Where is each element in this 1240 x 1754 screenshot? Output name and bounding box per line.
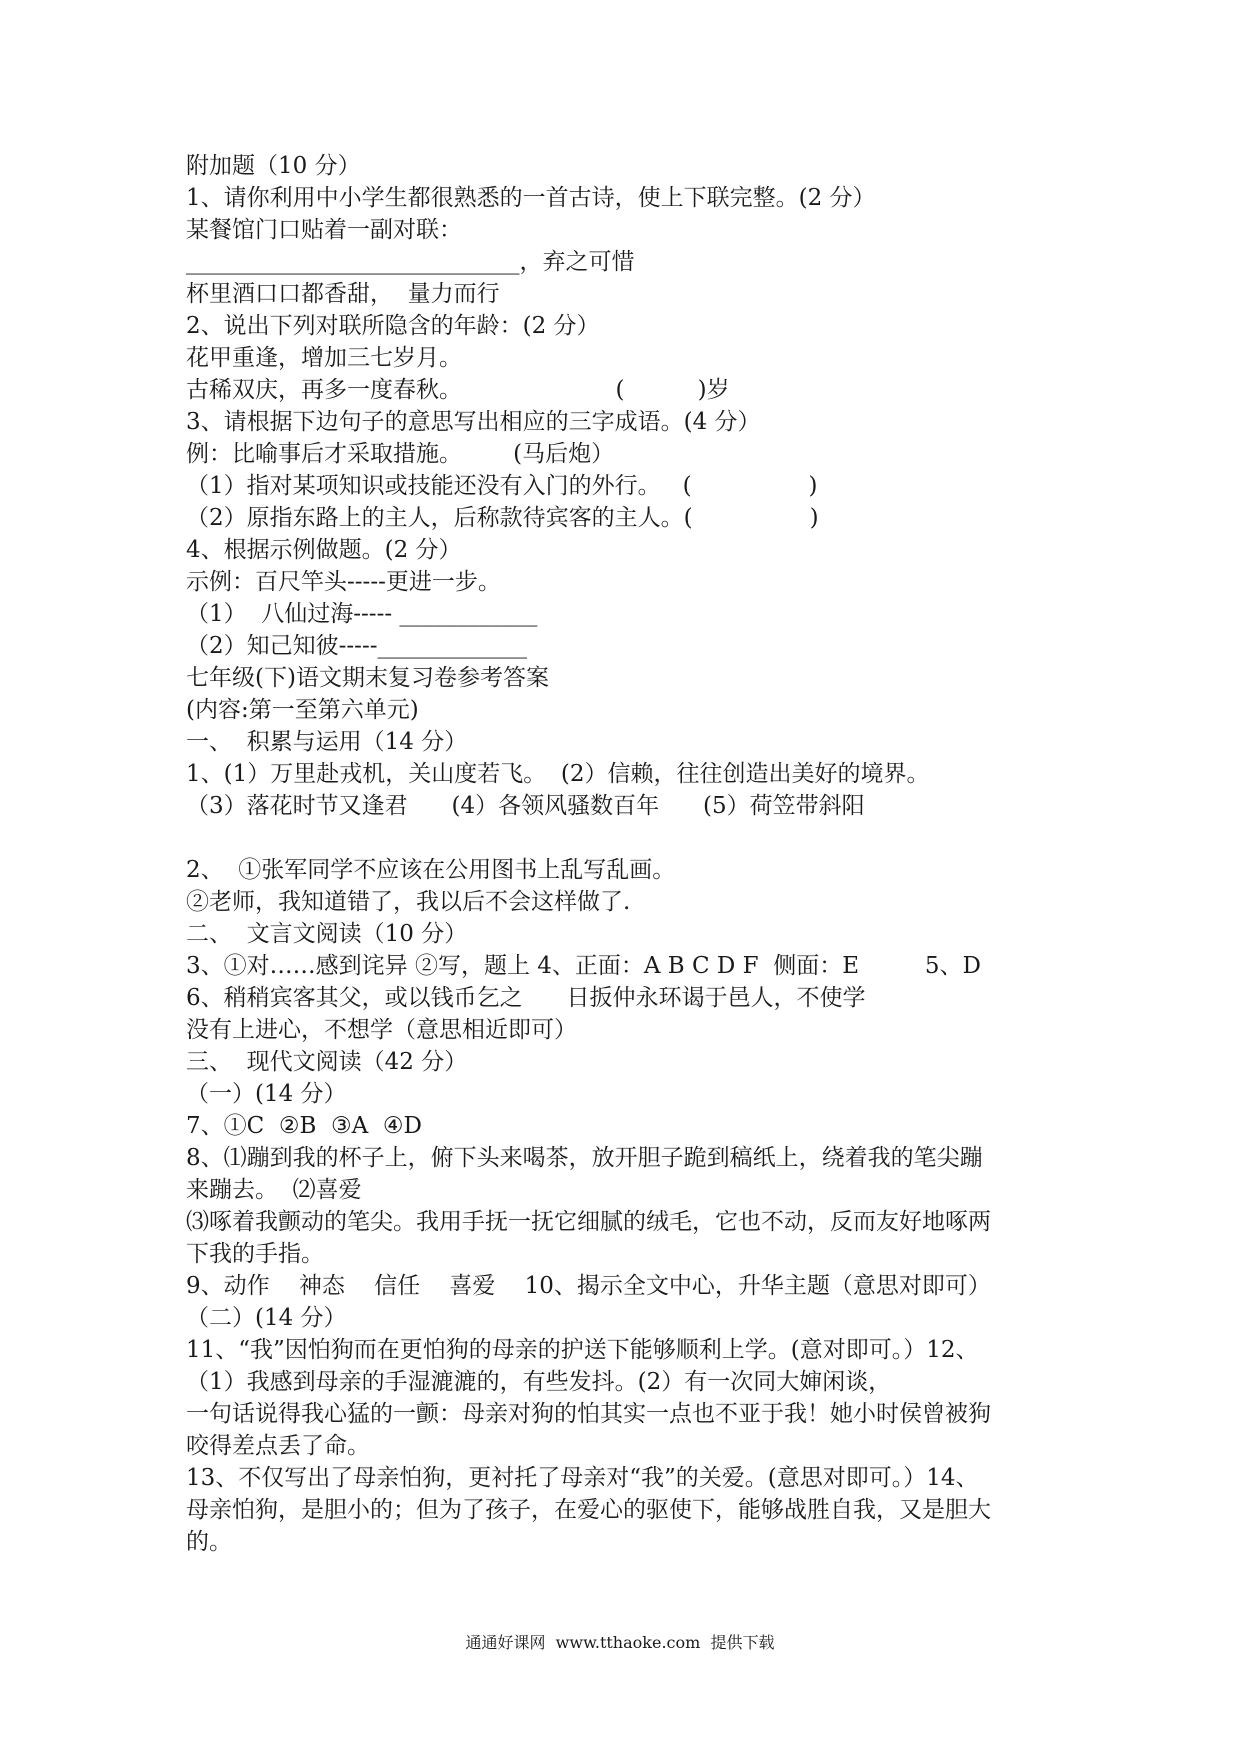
text-line: 9、动作 神态 信任 喜爱 10、揭示全文中心，升华主题（意思对即可）: [186, 1273, 991, 1299]
text-line: （1）我感到母亲的手湿漉漉的，有些发抖。(2）有一次同大婶闲谈，: [186, 1369, 892, 1395]
text-line: 2、说出下列对联所隐含的年龄：(2 分）: [186, 313, 600, 339]
page-footer: 通通好课网 www.tthaoke.com 提供下载: [465, 1633, 775, 1652]
text-line: （2）知己知彼-----_____________: [186, 633, 527, 659]
text-line: （二）(14 分）: [186, 1305, 347, 1331]
text-line: 一、 积累与运用（14 分）: [186, 729, 468, 755]
text-line: 8、⑴蹦到我的杯子上，俯下头来喝茶，放开胆子跪到稿纸上，绕着我的笔尖蹦: [186, 1145, 983, 1171]
text-line: 3、请根据下边句子的意思写出相应的三字成语。(4 分）: [186, 409, 761, 435]
text-line: （3）落花时节又逢君 (4）各领风骚数百年 (5）荷笠带斜阳: [186, 793, 865, 819]
text-line: [186, 822, 1086, 854]
text-line: 古稀双庆，再多一度春秋。 ( )岁: [186, 377, 730, 403]
document-body: [186, 150, 1086, 1558]
text-line: 1、请你利用中小学生都很熟悉的一首古诗，使上下联完整。(2 分）: [186, 185, 876, 211]
text-line: 1、(1）万里赴戎机，关山度若飞。 (2）信赖，往往创造出美好的境界。: [186, 761, 930, 787]
text-line: （1） 八仙过海----- ____________: [186, 601, 538, 627]
text-line: （1）指对某项知识或技能还没有入门的外行。 ( ): [186, 473, 818, 499]
text-line: 某餐馆门口贴着一副对联：: [186, 217, 462, 243]
text-line: 3、①对……感到诧异 ②写，题上 4、正面：A B C D F 侧面：E 5、D: [186, 953, 981, 979]
text-line: 一句话说得我心猛的一颤：母亲对狗的怕其实一点也不亚于我！她小时侯曾被狗: [186, 1401, 991, 1427]
text-line: ⑶啄着我颤动的笔尖。我用手抚一抚它细腻的绒毛，它也不动，反而友好地啄两: [186, 1209, 991, 1235]
text-line: 下我的手指。: [186, 1241, 324, 1267]
text-line: 咬得差点丢了命。: [186, 1433, 370, 1459]
text-line: 七年级(下)语文期末复习卷参考答案: [186, 665, 549, 691]
text-line: （一）(14 分）: [186, 1081, 347, 1107]
text-line: 2、 ①张军同学不应该在公用图书上乱写乱画。: [186, 857, 676, 883]
text-line: 附加题（10 分）: [186, 153, 361, 179]
text-line: (内容:第一至第六单元): [186, 697, 419, 723]
text-line: 母亲怕狗，是胆小的；但为了孩子，在爱心的驱使下，能够战胜自我，又是胆大: [186, 1497, 991, 1523]
text-line: 杯里酒口口都香甜， 量力而行: [186, 281, 500, 307]
text-line: 没有上进心，不想学（意思相近即可）: [186, 1017, 577, 1043]
text-line: 例：比喻事后才采取措施。 (马后炮）: [186, 441, 615, 467]
text-line: （2）原指东路上的主人，后称款待宾客的主人。( ): [186, 505, 819, 531]
text-line: 4、根据示例做题。(2 分）: [186, 537, 462, 563]
text-line: 示例：百尺竿头-----更进一步。: [186, 569, 501, 595]
text-line: ②老师，我知道错了，我以后不会这样做了.: [186, 889, 631, 915]
text-line: 三、 现代文阅读（42 分）: [186, 1049, 468, 1075]
text-line: 7、①C ②B ③A ④D: [186, 1113, 422, 1139]
text-line: 13、不仅写出了母亲怕狗，更衬托了母亲对“我”的关爱。(意思对即可。）14、: [186, 1465, 979, 1491]
text-line: 来蹦去。 ⑵喜爱: [186, 1177, 362, 1203]
text-line: 11、“我”因怕狗而在更怕狗的母亲的护送下能够顺利上学。(意对即可。）12、: [186, 1337, 979, 1363]
text-line: 6、稍稍宾客其父，或以钱币乞之 日扳仲永环谒于邑人，不使学: [186, 985, 866, 1011]
text-line: _____________________________，弃之可惜: [186, 249, 635, 275]
text-line: 的。: [186, 1529, 232, 1555]
text-line: 花甲重逢，增加三七岁月。: [186, 345, 462, 371]
text-line: 二、 文言文阅读（10 分）: [186, 921, 468, 947]
